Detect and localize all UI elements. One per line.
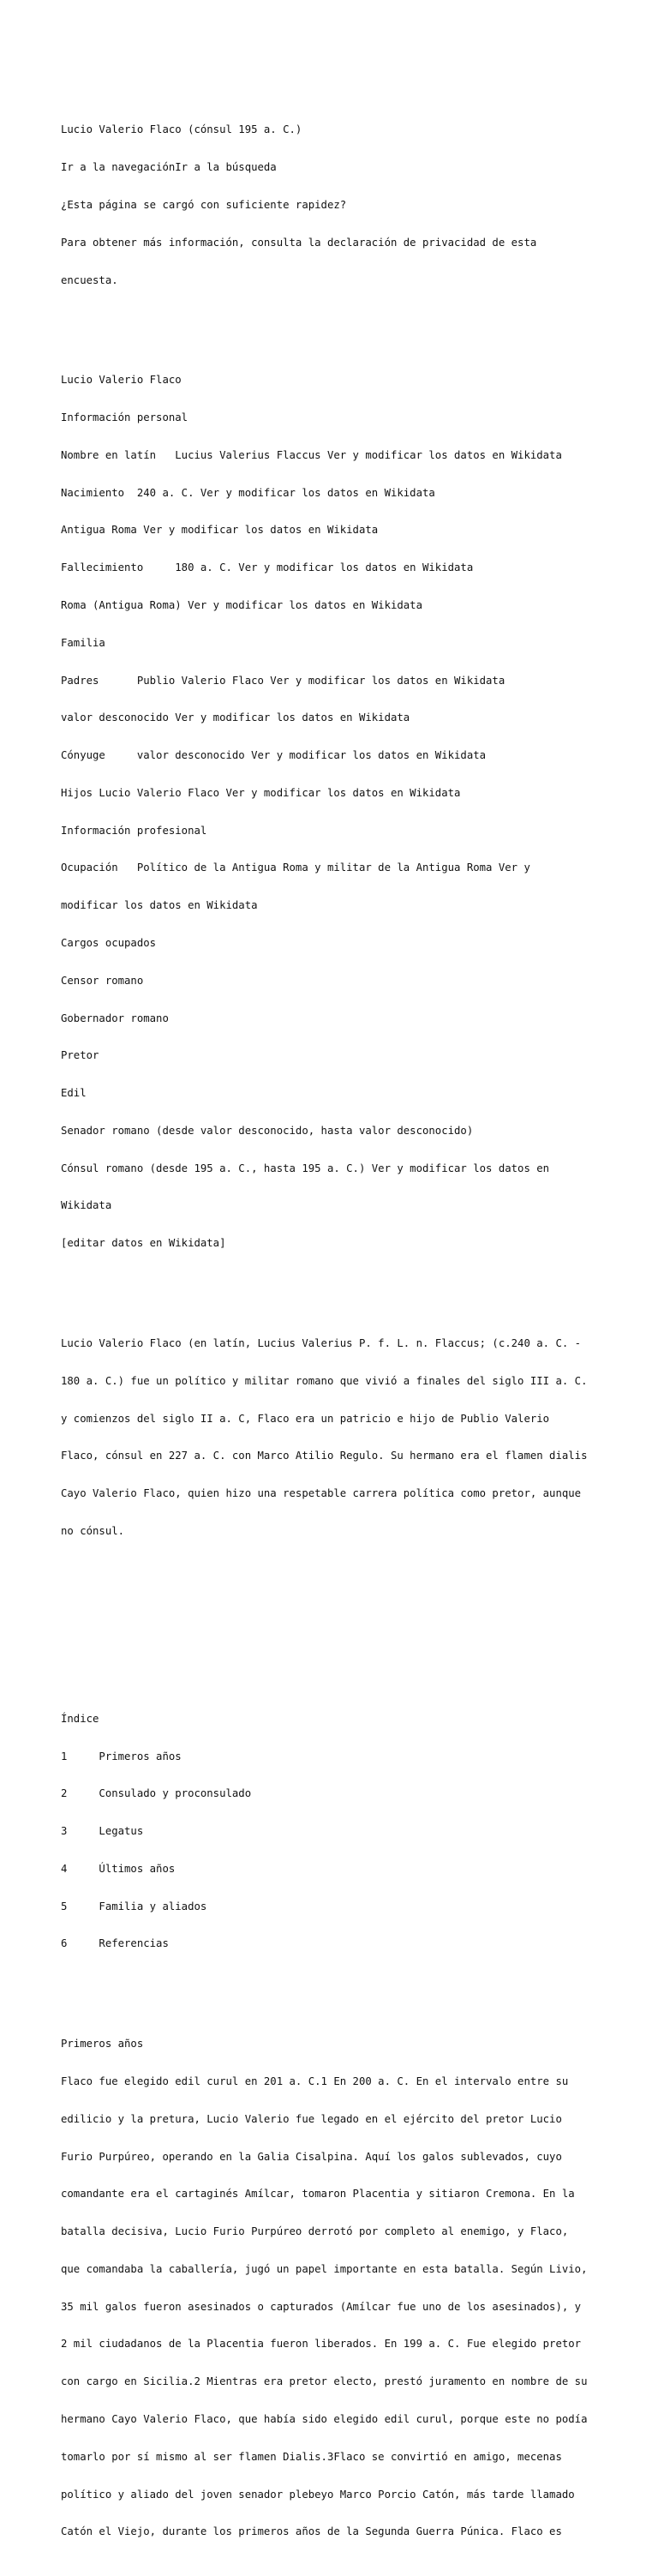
page-title: Lucio Valerio Flaco (cónsul 195 a. C.) [61,123,302,136]
infobox-office-consul-cont: Wikidata [61,1199,112,1212]
infobox-edit-link: [editar datos en Wikidata] [61,1237,226,1250]
spacer [61,1637,626,1650]
intro-paragraph [61,1312,626,1563]
intro-line: Cayo Valerio Flaco, quien hizo una respetable carrera política como pretor, aunque [61,1487,582,1500]
infobox-row-occupation: Ocupación Político de la Antigua Roma y militar de la Antigua Roma Ver y [61,862,530,874]
infobox-section-personal: Información personal [61,411,188,424]
intro-line: y comienzos del siglo II a. C, Flaco era un patricio e hijo de Publio Valerio [61,1412,550,1425]
infobox-office-consul: Cónsul romano (desde 195 a. C., hasta 195 a. C.) Ver y modificar los datos en [61,1162,550,1174]
infobox-row-parents: Padres Publio Valerio Flaco Ver y modificar los datos en Wikidata [61,674,505,687]
table-of-contents [61,1688,626,1976]
toc-item: 2 Consulado y proconsulado [61,1787,252,1800]
body-line: Furio Purpúreo, operando en la Galia Cisalpina. Aquí los galos sublevados, cuyo [61,2150,562,2163]
infobox-office-censor: Censor romano [61,974,144,987]
infobox-row-death-place: Roma (Antigua Roma) Ver y modificar los datos en Wikidata [61,598,422,611]
body-line: que comandaba la caballería, jugó un papel importante en esta batalla. Según Livio, [61,2262,588,2275]
body-line: 35 mil galos fueron asesinados o capturados (Amílcar fue uno de los asesinados), y [61,2300,582,2313]
body-line: político y aliado del joven senador plebeyo Marco Porcio Catón, más tarde llamado [61,2488,575,2501]
infobox-office-governor: Gobernador romano [61,1012,169,1024]
infobox-row-death: Fallecimiento 180 a. C. Ver y modificar los datos en Wikidata [61,561,474,574]
body-line: Catón el Viejo, durante los primeros años de la Segunda Guerra Púnica. Flaco es [61,2525,562,2538]
body-line: 2 mil ciudadanos de la Placentia fueron liberados. En 199 a. C. Fue elegido pretor [61,2338,582,2351]
toc-item: 5 Familia y aliados [61,1900,207,1912]
survey-question: ¿Esta página se cargó con suficiente rapidez? [61,198,347,211]
toc-item: 4 Últimos años [61,1862,176,1875]
intro-line: Flaco, cónsul en 227 a. C. con Marco Atilio Regulo. Su hermano era el flamen dialis [61,1450,588,1462]
toc-title: Índice [61,1712,99,1725]
body-line: Flaco fue elegido edil curul en 201 a. C.1 En 200 a. C. En el intervalo entre su [61,2075,569,2087]
section-heading: Primeros años [61,2038,144,2051]
toc-item: 1 Primeros años [61,1750,182,1762]
infobox-office-praetor: Pretor [61,1049,99,1062]
infobox-row-birth: Nacimiento 240 a. C. Ver y modificar los datos en Wikidata [61,486,435,499]
infobox-section-professional: Información profesional [61,824,207,837]
body-line: comandante era el cartaginés Amílcar, tomaron Placentia y sitiaron Cremona. En la [61,2188,575,2201]
infobox-office-senator: Senador romano (desde valor desconocido, hasta valor desconocido) [61,1124,474,1137]
body-line: hermano Cayo Valerio Flaco, que había sido elegido edil curul, porque este no podía [61,2413,588,2426]
infobox-row-spouse: Cónyuge valor desconocido Ver y modificar los datos en Wikidata [61,749,487,762]
infobox-office-aedile: Edil [61,1087,87,1100]
survey-note-cont: encuesta. [61,273,118,286]
infobox-section-offices: Cargos ocupados [61,936,157,949]
survey-note: Para obtener más información, consulta la declaración de privacidad de esta [61,236,537,249]
infobox-row-parents-2: valor desconocido Ver y modificar los datos en Wikidata [61,712,410,724]
infobox-row-latin-name: Nombre en latín Lucius Valerius Flaccus Ver y modificar los datos en Wikidata [61,448,562,461]
skip-links: Ir a la navegaciónIr a la búsqueda [61,161,277,174]
toc-item: 6 Referencias [61,1937,169,1950]
body-line: con cargo en Sicilia.2 Mientras era pretor electo, prestó juramento en nombre de su [61,2375,588,2388]
intro-line: Lucio Valerio Flaco (en latín, Lucius Valerius P. f. L. n. Flaccus; (c.240 a. C. - [61,1336,582,1349]
document-page [61,74,626,2576]
section-primeros-anos [61,2013,626,2563]
intro-line: no cónsul. [61,1524,125,1537]
infobox [61,349,626,1275]
spacer [61,1600,626,1612]
document-header-block [61,99,626,311]
toc-item: 3 Legatus [61,1825,144,1838]
infobox-row-children: Hijos Lucio Valerio Flaco Ver y modificar los datos en Wikidata [61,786,461,799]
body-line: batalla decisiva, Lucio Furio Purpúreo derrotó por completo al enemigo, y Flaco, [61,2225,569,2238]
body-line: edilicio y la pretura, Lucio Valerio fue legado en el ejército del pretor Lucio [61,2112,562,2125]
intro-line: 180 a. C.) fue un político y militar romano que vivió a finales del siglo III a. C. [61,1374,588,1387]
infobox-section-family: Familia [61,636,105,649]
infobox-title: Lucio Valerio Flaco [61,374,182,387]
infobox-row-occupation-cont: modificar los datos en Wikidata [61,899,258,912]
body-line: tomarlo por sí mismo al ser flamen Dialis.3Flaco se convirtió en amigo, mecenas [61,2450,562,2463]
infobox-row-birth-place: Antigua Roma Ver y modificar los datos en Wikidata [61,524,379,537]
